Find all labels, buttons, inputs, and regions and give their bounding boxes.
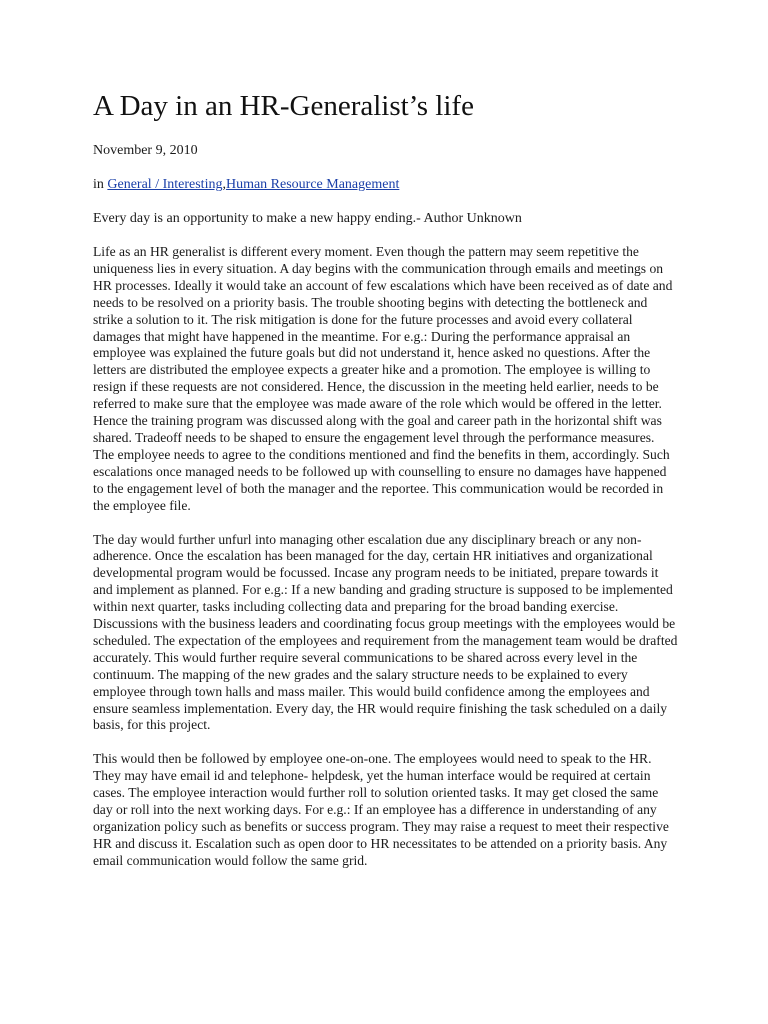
category-line: [93, 176, 678, 193]
category-prefix: in: [93, 177, 108, 192]
category-link-general-interesting[interactable]: General / Interesting: [107, 177, 223, 192]
epigraph-quote: Every day is an opportunity to make a new happy ending.- Author Unknown: [93, 211, 522, 226]
paragraph-1: Life as an HR generalist is different every moment. Even though the pattern may seem repetitive the uniqueness lies in every situation. A day begins with the communication through emails and meetings on HR processes. Ideally it would take an account of few escalations which have been received as of date and needs to be resolved on a priority basis. The trouble shooting begins with detecting the bottleneck and strike a solution to it. The risk mitigation is done for the future processes and avoid every collateral damages that might have happened in the meantime. For e.g.: During the performance appraisal an employee was explained the future goals but did not understand it, hence asked no questions. After the letters are distributed the employee expects a greater hike and a promotion. The employee is willing to resign if these requests are not considered. Hence, the discussion in the meeting held earlier, needs to be referred to make sure that the employee was made aware of the role which would be offered in the letter. Hence the training program was discussed along with the goal and career path in the horizontal shift was shared. Tradeoff needs to be shaped to ensure the engagement level through the performance measures. The employee needs to agree to the conditions mentioned and find the benefits in them, accordingly. Such escalations once managed needs to be followed up with counselling to ensure no damages have happened to the engagement level of both the manager and the reportee. This communication would be recorded in the employee file.: [93, 244, 673, 513]
article-title: A Day in an HR-Generalist’s life: [93, 90, 474, 122]
paragraph-3: This would then be followed by employee one-on-one. The employees would need to speak to the HR. They may have email id and telephone- helpdesk, yet the human interface would be required at certain cases. The employee interaction would further roll to solution oriented tasks. It may get closed the same day or roll into the next working days. For e.g.: If an employee has a difference in understanding of any organization policy such as benefits or success program. They may raise a request to meet their respective HR and discuss it. Escalation such as open door to HR necessitates to be attended on a priority basis. Any email communication would follow the same grid.: [93, 751, 669, 868]
category-separator: ,: [222, 177, 226, 192]
paragraph-2: The day would further unfurl into managing other escalation due any disciplinary breach or any non-adherence. Once the escalation has been managed for the day, certain HR initiatives and organizational developmental program would be focussed. Incase any program needs to be initiated, prepare towards it and implement as planned. For e.g.: If a new banding and grading structure is supposed to be implemented within next quarter, tasks including collecting data and preparing for the broad banding exercise. Discussions with the business leaders and coordinating focus group meetings with the employees would be scheduled. The expectation of the employees and requirement from the management team would be drafted accurately. This would further require several communications to be shared across every level in the continuum. The mapping of the new grades and the salary structure needs to be explained to every employee through town halls and mass mailer. This would build confidence among the employees and ensure seamless implementation. Every day, the HR would require finishing the task scheduled on a daily basis, for this project.: [93, 531, 678, 733]
category-link-human-resource-management[interactable]: Human Resource Management: [225, 177, 400, 192]
article-date: November 9, 2010: [93, 143, 198, 158]
